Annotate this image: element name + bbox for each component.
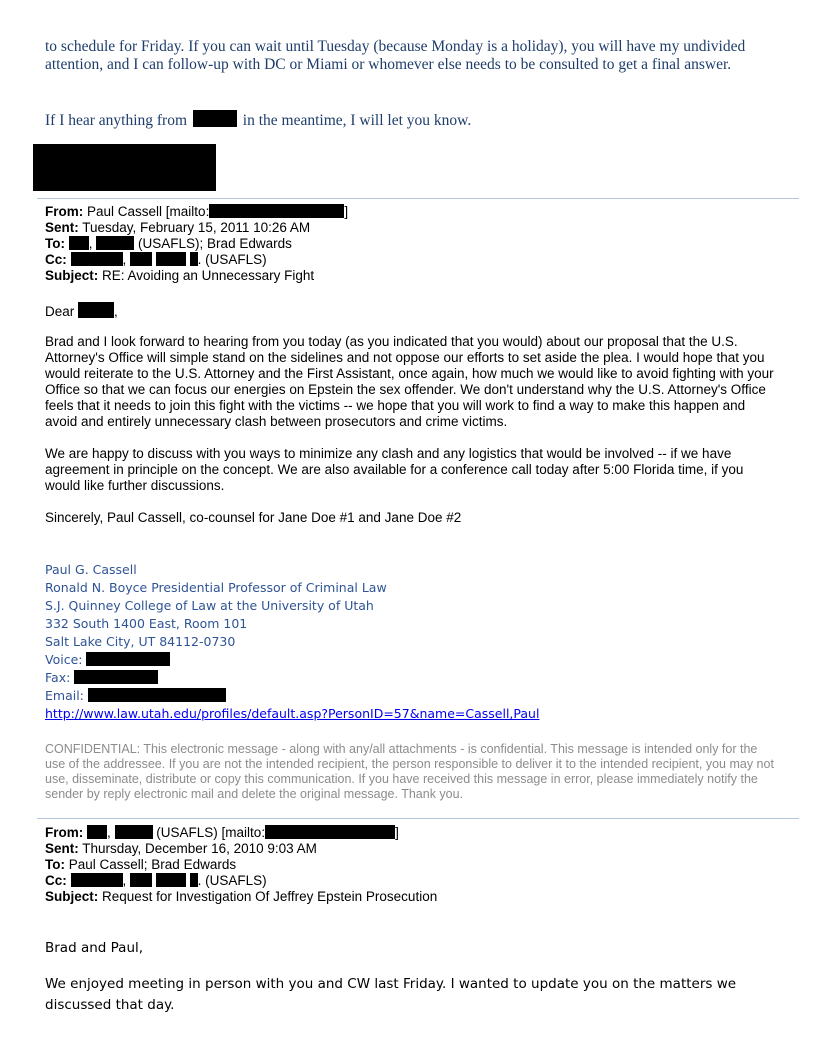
msg1-body-3: [45, 510, 775, 526]
body-paragraph: We are happy to discuss with you ways to minimize any clash and any logistics that would be involved -- if we have agreement in principle on the concept. We are also available for a conference call today after 5:00 Florida time, if you would like further discussions.: [45, 446, 744, 493]
profile-link[interactable]: http://www.law.utah.edu/profiles/default.asp?PersonID=57&name=Cassell,Paul: [45, 706, 540, 721]
msg1-cc-line: Cc: , . (USAFLS): [45, 252, 267, 267]
redaction-block: [86, 652, 170, 666]
body-paragraph: Brad and I look forward to hearing from you today (as you indicated that you would) about our proposal that the U.S. Attorney's Office will simple stand on the sidelines and not oppose our efforts to set aside the plea. I would hope that you would reiterate to the U.S. Attorney and the First Assistant, once again, how much we would like to avoid fighting with your Office so that we can focus our energies on Epstein the sex offender. We don't understand why the U.S. Attorney's Office feels that it needs to join this fight with the victims -- we hope that you will work to find a way to make this happen and avoid and entirely unnecessary clash between prosecutors and crime victims.: [45, 334, 774, 429]
email-label: Email:: [45, 688, 84, 703]
to-label: To:: [45, 236, 65, 251]
msg1-to-line: To: , (USAFLS); Brad Edwards: [45, 236, 292, 251]
redaction-block: [193, 110, 237, 127]
redaction-block: [265, 825, 395, 839]
redaction-block: [190, 252, 198, 266]
redaction-block: [156, 252, 186, 266]
sig-address2: Salt Lake City, UT 84112-0730: [45, 634, 236, 649]
redaction-block: [156, 873, 186, 887]
to-value: (USAFLS); Brad Edwards: [138, 236, 292, 251]
msg2-cc-line: Cc: , . (USAFLS): [45, 873, 267, 888]
from-value: (USAFLS) [mailto:: [156, 825, 266, 840]
confidentiality-notice: CONFIDENTIAL: This electronic message - along with any/all attachments - is confidential. This message is intended only for the use of the addressee. If you are not the intended recipient, the person responsible to deliver it to the intended recipient, you may not use, disseminate, distribute or copy this communication. If you have received this message in error, please immediately notify the sender by reply electronic mail and delete the original message. Thank you.: [45, 742, 774, 801]
intro-followup-before: If I hear anything from: [45, 112, 188, 129]
to-value: Paul Cassell; Brad Edwards: [68, 857, 237, 872]
msg1-greeting: Dear ,: [45, 304, 118, 319]
msg1-body: [45, 334, 775, 430]
redaction-block: [88, 688, 226, 702]
sig-name: Paul G. Cassell: [45, 562, 137, 577]
intro-followup-after: in the meantime, I will let you know.: [242, 112, 472, 129]
cc-value: . (USAFLS): [197, 873, 267, 888]
sig-fax-line: [45, 669, 785, 687]
redaction-block: [74, 670, 158, 684]
to-label: To:: [45, 857, 65, 872]
msg1-sent-line: [45, 220, 785, 236]
sent-value: Thursday, December 16, 2010 9:03 AM: [82, 841, 317, 856]
from-end: ]: [395, 825, 399, 840]
sent-value: Tuesday, February 15, 2011 10:26 AM: [82, 220, 311, 235]
sig-address1: 332 South 1400 East, Room 101: [45, 616, 248, 631]
intro-followup: [45, 110, 780, 130]
msg2-sent-line: [45, 841, 785, 857]
separator-line: [37, 198, 799, 199]
sig-email-line: [45, 687, 785, 705]
msg2-greeting: Brad and Paul,: [45, 940, 144, 956]
from-label: From:: [45, 204, 84, 219]
sig-school: S.J. Quinney College of Law at the University of Utah: [45, 598, 374, 613]
subject-label: Subject:: [45, 268, 99, 283]
redaction-block: [130, 252, 152, 266]
redaction-block: [87, 825, 107, 839]
sig-voice-line: [45, 651, 785, 669]
redaction-block: [209, 204, 344, 218]
from-end: ]: [344, 204, 349, 219]
redaction-block: [71, 873, 123, 887]
voice-label: Voice:: [45, 652, 83, 667]
intro-paragraph: to schedule for Friday. If you can wait until Tuesday (because Monday is a holiday), you will have my undivided attention, and I can follow-up with DC or Miami or whomever else needs to be consulted to get a final answer.: [45, 38, 746, 73]
subject-value: RE: Avoiding an Unnecessary Fight: [102, 268, 315, 283]
redaction-block: [69, 236, 89, 250]
cc-value: . (USAFLS): [197, 252, 267, 267]
msg1-from-line: [45, 204, 785, 220]
redaction-block: [71, 252, 123, 266]
msg1-subject-line: [45, 268, 785, 284]
msg2-to-line: [45, 857, 785, 873]
separator-line: [37, 818, 799, 819]
subject-value: Request for Investigation Of Jeffrey Epstein Prosecution: [102, 889, 438, 904]
redaction-block: [130, 873, 152, 887]
fax-label: Fax:: [45, 670, 71, 685]
msg2-body-paragraph: We enjoyed meeting in person with you and CW last Friday. I wanted to update you on the matters we discussed that day.: [45, 976, 737, 1013]
cc-label: Cc:: [45, 252, 67, 267]
sent-label: Sent:: [45, 220, 79, 235]
redaction-block: [190, 873, 198, 887]
cc-label: Cc:: [45, 873, 67, 888]
redaction-block: [96, 236, 134, 250]
signature-block: [45, 561, 785, 723]
subject-label: Subject:: [45, 889, 99, 904]
msg2-subject-line: [45, 889, 785, 905]
redaction-block: [78, 302, 114, 318]
msg1-body-2: [45, 446, 775, 494]
msg2-from-line: From: , (USAFLS) [mailto: ]: [45, 825, 399, 840]
sign-off: Sincerely, Paul Cassell, co-counsel for Jane Doe #1 and Jane Doe #2: [45, 510, 462, 525]
from-label: From:: [45, 825, 84, 840]
redaction-block: [33, 144, 216, 191]
from-value: Paul Cassell [mailto:: [87, 204, 210, 219]
sent-label: Sent:: [45, 841, 79, 856]
greeting-text: Dear: [45, 304, 75, 319]
redaction-block: [115, 825, 153, 839]
sig-title: Ronald N. Boyce Presidential Professor of Criminal Law: [45, 580, 387, 595]
